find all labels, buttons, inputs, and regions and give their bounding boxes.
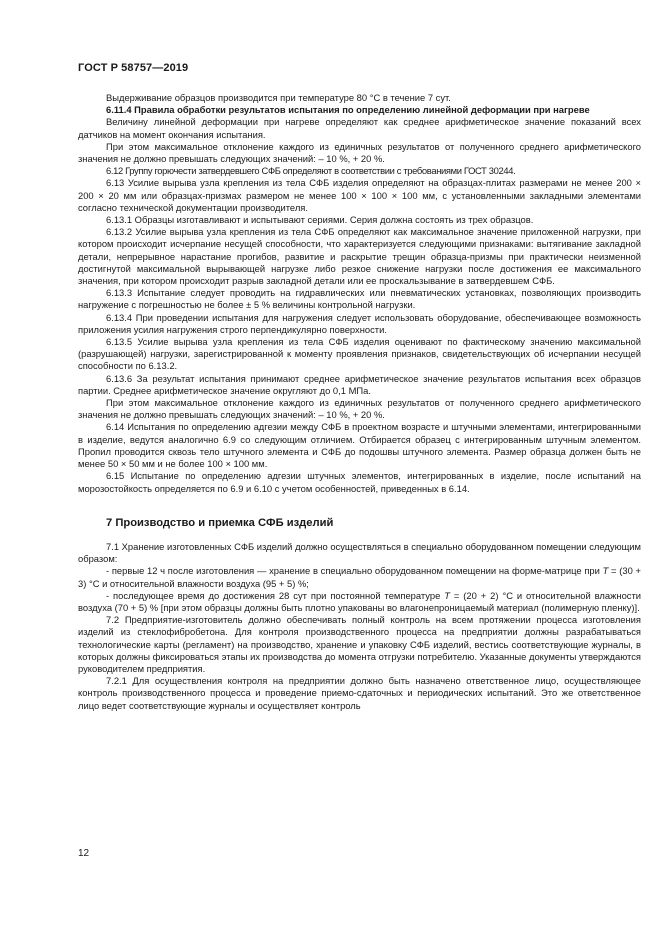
paragraph: 6.14 Испытания по определению адгезии между СФБ в проектном возрасте и штучными элементами, интегрированными в изделие, ведутся аналогично 6.9 со следующим отличием. Отбирается образец с интегрированным штучным элементом. Пропил проводится сквозь тело штучного элемента и СФБ до подошвы штучного элемента. Размер образца должен быть не менее 50 × 50 мм и не более 100 × 100 мм.: [78, 421, 641, 470]
paragraph: 7.2.1 Для осуществления контроля на предприятии должно быть назначено ответственное лицо, осуществляющее контроль производственного процесса и проведение приемо-сдаточных и периодических испытаний. Это же ответственное лицо ведет соответствующие журналы и осуществляет контроль: [78, 675, 641, 711]
paragraph: 6.13.6 За результат испытания принимают среднее арифметическое значение результатов испытания всех образцов партии. Среднее арифметическое значение округляют до 0,1 МПа.: [78, 372, 641, 396]
paragraph: Величину линейной деформации при нагреве определяют как среднее арифметическое значение показаний всех датчиков на момент окончания испытания.: [78, 116, 641, 140]
list-item-text: = (20 + 2) °С и относительной влажности воздуха (70 + 5) % [при этом образцы должны быть плотно упакованы во влагонепроницаемый материал (полимерную пленку)].: [78, 589, 642, 613]
paragraph: 6.13 Усилие вырыва узла крепления из тела СФБ изделия определяют на образцах-плитах размерами не менее 200 × 200 × 20 мм или образцах-призмах размером не менее 100 × 100 × 100 мм, с установленными закладными элементами согласно технической документации производителя.: [78, 177, 641, 213]
subsection-heading: 6.11.4 Правила обработки результатов испытания по определению линейной деформации при нагреве: [106, 104, 590, 116]
list-item: [78, 590, 641, 614]
paragraph: 6.13.2 Усилие вырыва узла крепления из тела СФБ определяют как максимальное значение приложенной нагрузки, при котором происходит исчерпание несущей способности, что характеризуется следующими признаками: вытягивание закладной детали, непрерывное нарастание прогибов, развитие и раскрытие трещин образца-призмы при практически неизменной достигнутой максимальной вырывающей нагрузке либо резкое снижение нагрузки после достижения ее максимального значения, при котором происходит разрыв закладной детали или ее проскальзывание в затвердевшем СФБ.: [78, 226, 641, 287]
document-body: [78, 92, 641, 712]
paragraph: 6.13.3 Испытание следует проводить на гидравлических или пневматических установках, позволяющих производить нагружение с погрешностью не более ± 5 % величины контрольной нагрузки.: [78, 287, 641, 311]
temperature-symbol: T: [602, 565, 609, 577]
list-item-text: - первые 12 ч после изготовления — хранение в специально оборудованном помещении на форме-матрице при: [106, 565, 603, 577]
paragraph: 7.1 Хранение изготовленных СФБ изделий должно осуществляться в специально оборудованном помещении следующим образом:: [78, 540, 641, 565]
paragraph: 6.15 Испытание по определению адгезии штучных элементов, интегрированных в изделие, после испытаний на морозостойкость определяется по 6.9 и 6.10 с учетом особенностей, приведенных в 6.14.: [78, 470, 641, 494]
paragraph: При этом максимальное отклонение каждого из единичных результатов от полученного среднего арифметического значения не должно превышать следующих значений: – 10 %, + 20 %.: [78, 140, 641, 165]
paragraph: 7.2 Предприятие-изготовитель должно обеспечивать полный контроль на всем протяжении процесса изготовления изделий из стеклофибробетона. Для контроля производственного процесса на предприятии должны разрабатываться технологические карты (регламент) на производство, хранение и упаковку СФБ изделий, вестись соответствующие журналы, в которых должны фиксироваться этапы их производства до момента отгрузки потребителю. Указанные документы утверждаются руководителем предприятия.: [78, 614, 641, 674]
paragraph: 6.12 Группу горючести затвердевшего СФБ определяют в соответствии с требованиями ГОСТ 30244.: [106, 165, 516, 177]
paragraph: 6.13.4 При проведении испытания для нагружения следует использовать оборудование, обеспечивающее возможность приложения усилия нагружения строго перпендикулярно поверхности.: [78, 311, 641, 335]
temperature-symbol: T: [444, 589, 450, 601]
document-header: ГОСТ Р 58757—2019: [78, 62, 189, 74]
list-item-text: - последующее время до достижения 28 сут при постоянной температуре: [106, 589, 445, 601]
list-item-text: = (30 + 3) °С и относительной влажности воздуха (95 + 5) %;: [78, 565, 641, 589]
paragraph: Выдерживание образцов производится при температуре 80 °С в течение 7 сут.: [106, 92, 451, 103]
section-heading: 7 Производство и приемка СФБ изделий: [106, 516, 334, 529]
paragraph: 6.13.1 Образцы изготавливают и испытывают сериями. Серия должна состоять из трех образцов.: [106, 214, 534, 226]
page-number: 12: [78, 848, 90, 859]
list-item: [78, 565, 641, 589]
paragraph: 6.13.5 Усилие вырыва узла крепления из тела СФБ изделия оценивают по фактическому значению максимальной (разрушающей) нагрузки, зарегистрированной к моменту проявления признаков, свидетельствующих об исчерпании несущей способности по 6.13.2.: [78, 336, 641, 372]
paragraph: При этом максимальное отклонение каждого из единичных результатов от полученного среднего арифметического значения не должно превышать следующих значений: – 10 %, + 20 %.: [78, 397, 641, 421]
